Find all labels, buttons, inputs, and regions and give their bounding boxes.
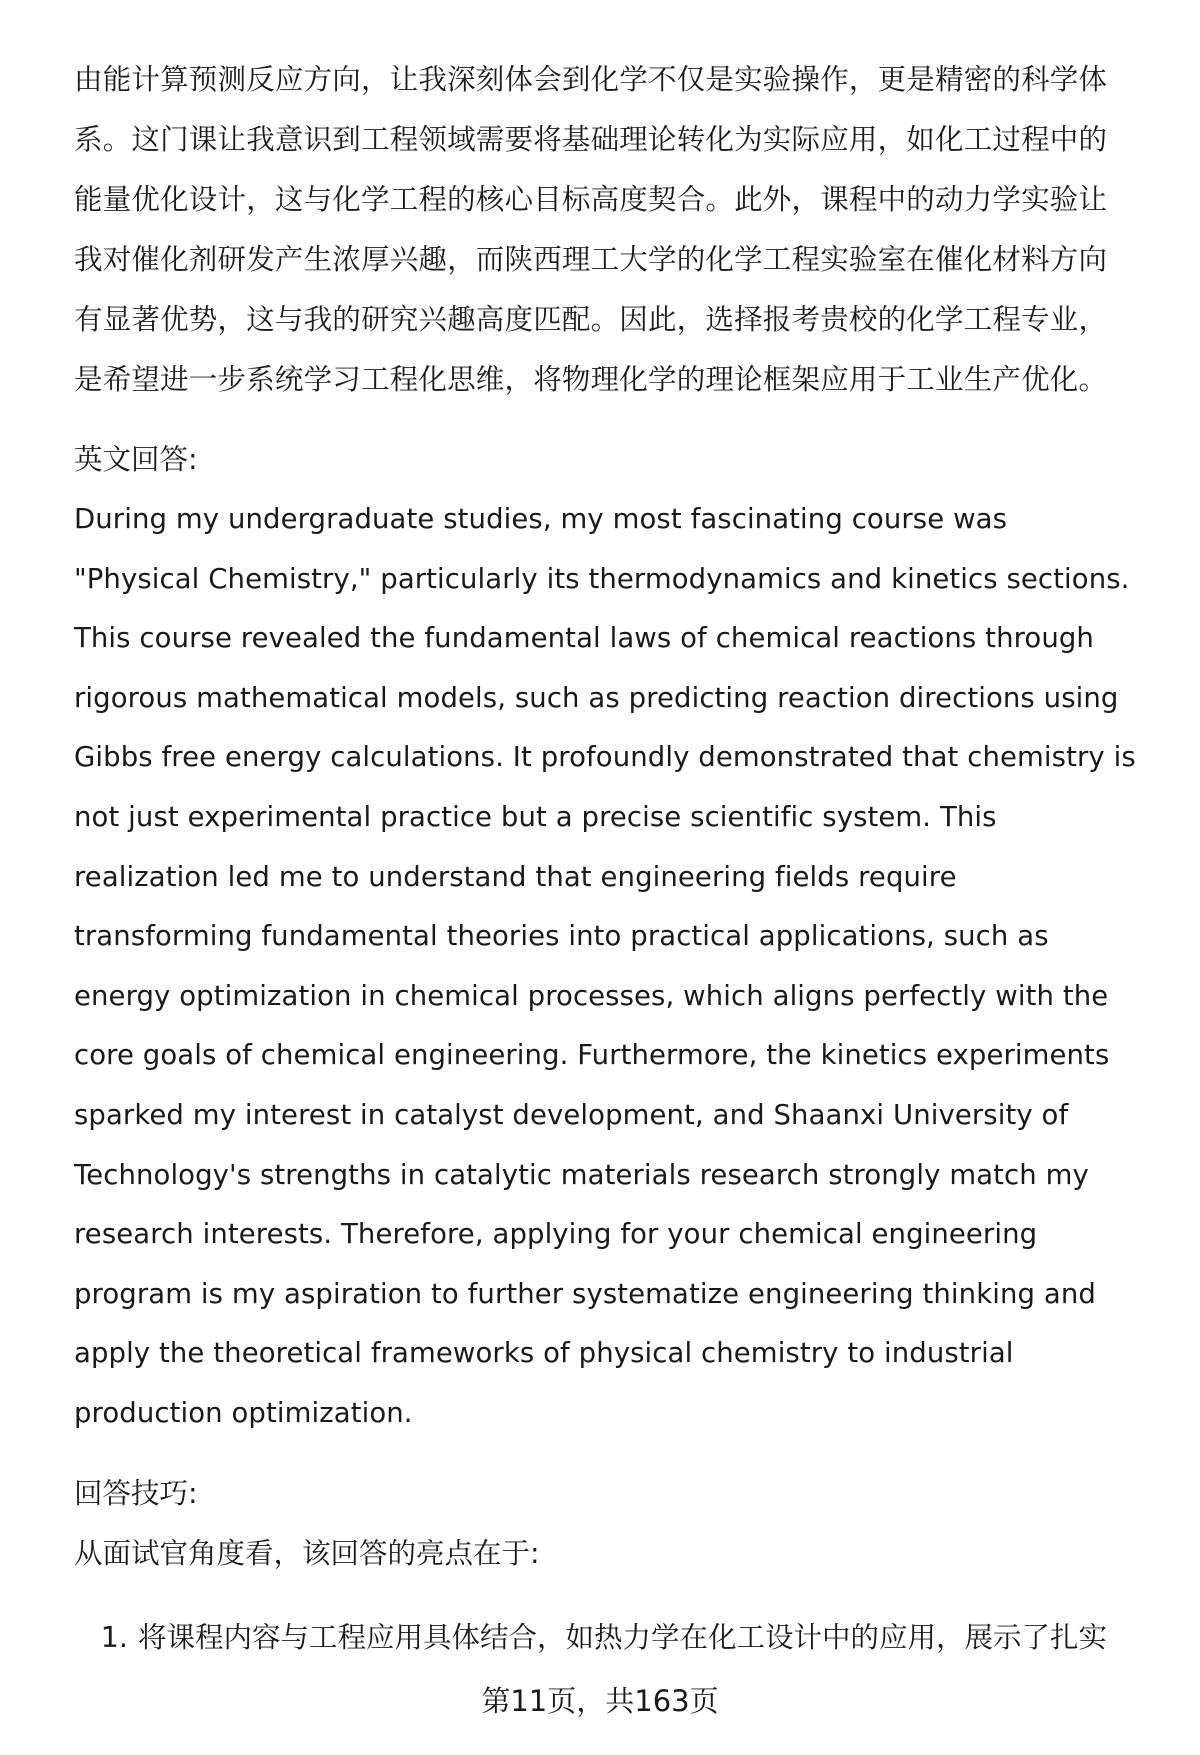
en-line: not just experimental practice but a precise scientific system. This: [74, 800, 997, 833]
zh-line: 能量优化设计，这与化学工程的核心目标高度契合。此外，课程中的动力学实验让: [74, 183, 1108, 216]
zh-line: 有显著优势，这与我的研究兴趣高度匹配。因此，选择报考贵校的化学工程专业，: [74, 303, 1108, 336]
zh-line: 系。这门课让我意识到工程领域需要将基础理论转化为实际应用，如化工过程中的: [74, 123, 1108, 156]
tips-list: [74, 1608, 1164, 1668]
en-line: production optimization.: [74, 1396, 413, 1429]
en-line: rigorous mathematical models, such as predicting reaction directions using: [74, 681, 1119, 714]
en-line: sparked my interest in catalyst development, and Shaanxi University of: [74, 1098, 1069, 1131]
list-item-text: 将课程内容与工程应用具体结合，如热力学在化工设计中的应用，展示了扎实: [138, 1620, 1108, 1654]
en-line: During my undergraduate studies, my most fascinating course was: [74, 503, 1008, 535]
en-line: Technology's strengths in catalytic materials research strongly match my: [74, 1158, 1089, 1191]
page-footer: 第11页，共163页: [481, 1684, 719, 1718]
tips-intro: 从面试官角度看，该回答的亮点在于:: [74, 1536, 540, 1570]
en-line: core goals of chemical engineering. Furthermore, the kinetics experiments: [74, 1039, 1110, 1072]
zh-line: 我对催化剂研发产生浓厚兴趣，而陕西理工大学的化学工程实验室在催化材料方向: [74, 243, 1108, 276]
en-line: transforming fundamental theories into practical applications, such as: [74, 920, 1049, 953]
english-answer-label: 英文回答:: [74, 443, 198, 476]
english-answer-paragraph: [74, 490, 1164, 1444]
tips-label: 回答技巧:: [74, 1476, 198, 1510]
en-line: This course revealed the fundamental laws of chemical reactions through: [74, 622, 1094, 655]
zh-line: 由能计算预测反应方向，让我深刻体会到化学不仅是实验操作，更是精密的科学体: [74, 63, 1108, 96]
en-line: realization led me to understand that engineering fields require: [74, 860, 957, 893]
chinese-answer-paragraph: [74, 50, 1164, 410]
list-item-number: 1.: [100, 1620, 128, 1654]
en-line: apply the theoretical frameworks of physical chemistry to industrial: [74, 1337, 1014, 1370]
en-line: Gibbs free energy calculations. It profoundly demonstrated that chemistry is: [74, 741, 1136, 774]
en-line: energy optimization in chemical processes, which aligns perfectly with the: [74, 979, 1109, 1012]
en-line: "Physical Chemistry," particularly its thermodynamics and kinetics sections.: [74, 562, 1130, 595]
en-line: program is my aspiration to further systematize engineering thinking and: [74, 1277, 1096, 1310]
zh-line: 是希望进一步系统学习工程化思维，将物理化学的理论框架应用于工业生产优化。: [74, 363, 1108, 396]
en-line: research interests. Therefore, applying for your chemical engineering: [74, 1218, 1038, 1251]
page-content: [74, 50, 1164, 1668]
list-item: [74, 1608, 1164, 1668]
